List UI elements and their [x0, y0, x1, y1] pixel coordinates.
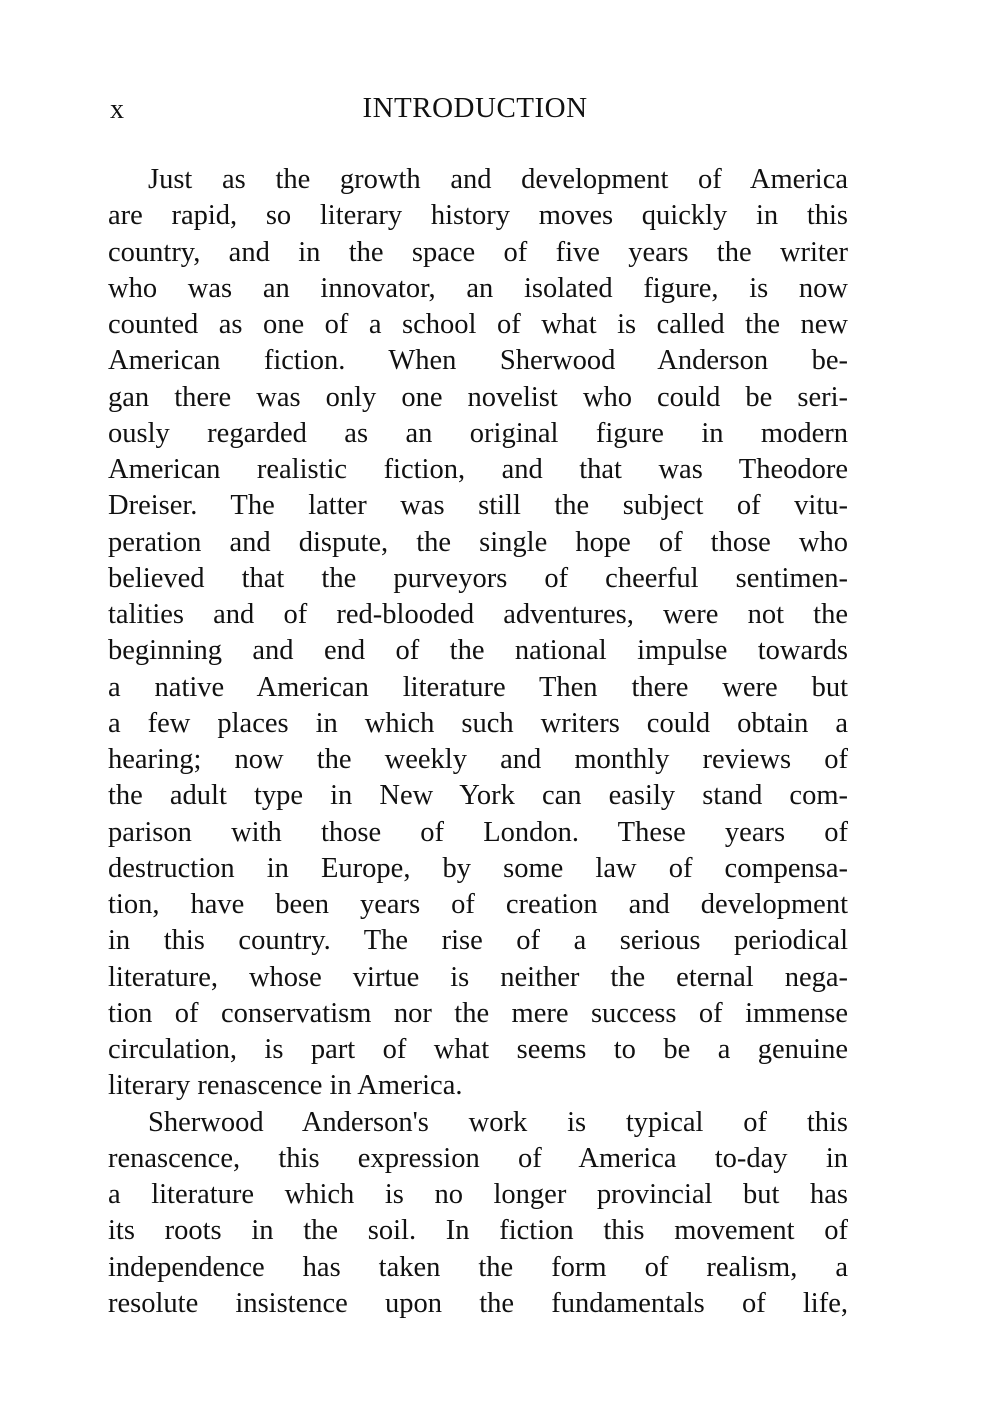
text-line: believed that the purveyors of cheerful sentimen-	[108, 562, 848, 594]
text-line: circulation, is part of what seems to be a genuine	[108, 1034, 848, 1065]
text-line: literary renascence in America.	[108, 1070, 463, 1102]
text-line: gan there was only one novelist who could be seri-	[108, 381, 848, 413]
text-line: literature, whose virtue is neither the eternal nega-	[108, 961, 848, 993]
text-line: hearing; now the weekly and monthly reviews of	[108, 744, 848, 775]
text-line: American realistic fiction, and that was Theodore	[108, 454, 848, 485]
text-line: parison with those of London. These years of	[108, 816, 848, 848]
running-title: INTRODUCTION	[362, 92, 588, 124]
text-line: Dreiser. The latter was still the subject of vitu-	[108, 490, 848, 522]
text-line: tion of conservatism nor the mere success of immense	[108, 997, 848, 1029]
text-line: who was an innovator, an isolated figure, is now	[108, 272, 848, 304]
text-line: renascence, this expression of America to-day in	[108, 1142, 848, 1174]
paragraph	[108, 1105, 848, 1323]
text-line: talities and of red-blooded adventures, were not the	[108, 599, 848, 630]
text-line: independence has taken the form of realism, a	[108, 1251, 848, 1283]
page-body	[108, 162, 848, 1322]
text-line: a few places in which such writers could obtain a	[108, 707, 848, 739]
text-line: tion, have been years of creation and development	[108, 889, 848, 920]
text-line: a literature which is no longer provincial but has	[108, 1179, 848, 1210]
text-line: in this country. The rise of a serious periodical	[108, 925, 848, 957]
text-line: peration and dispute, the single hope of those who	[108, 526, 848, 558]
text-line: American fiction. When Sherwood Anderson be-	[108, 345, 848, 377]
text-line: its roots in the soil. In fiction this movement of	[108, 1215, 848, 1247]
text-line: country, and in the space of five years the writer	[108, 236, 848, 268]
text-line: beginning and end of the national impulse towards	[108, 635, 848, 667]
text-line: resolute insistence upon the fundamentals of life,	[108, 1287, 848, 1319]
page-number: x	[110, 94, 124, 125]
paragraph	[108, 162, 848, 1105]
text-line: Sherwood Anderson's work is typical of this	[148, 1106, 848, 1138]
text-line: destruction in Europe, by some law of compensa-	[108, 852, 848, 884]
text-line: counted as one of a school of what is called the new	[108, 309, 848, 340]
text-line: a native American literature Then there were but	[108, 671, 848, 703]
text-line: the adult type in New York can easily stand com-	[108, 780, 848, 812]
text-line: are rapid, so literary history moves quickly in this	[108, 200, 848, 232]
text-line: Just as the growth and development of America	[148, 164, 848, 195]
text-line: ously regarded as an original figure in modern	[108, 417, 848, 449]
